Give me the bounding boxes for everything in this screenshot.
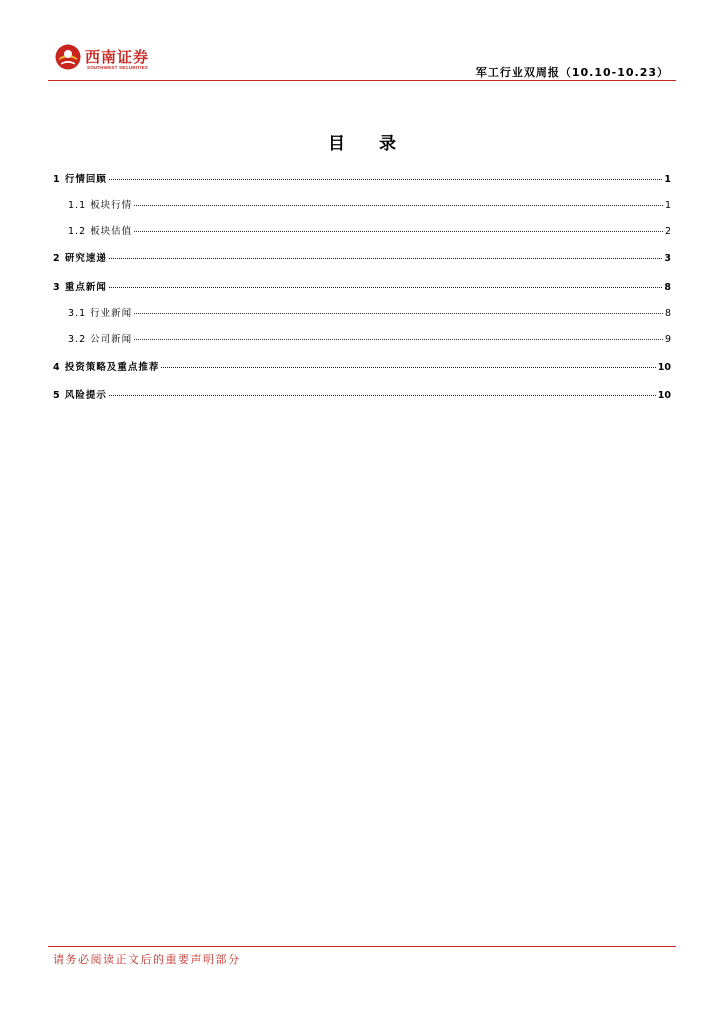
toc-entry-page: 8 (664, 282, 671, 293)
toc-entry-page: 9 (664, 334, 671, 345)
toc-entry-1-2[interactable] (53, 223, 671, 239)
toc-entry-label: 4 投资策略及重点推荐 (53, 362, 160, 373)
toc-leader-dots (134, 338, 663, 340)
toc-entry-1-1[interactable] (53, 197, 671, 213)
toc-leader-dots (109, 257, 662, 259)
toc-entry-2[interactable] (53, 250, 671, 266)
toc-leader-dots (109, 394, 656, 396)
footer-notice: 请务必阅读正文后的重要声明部分 (53, 953, 241, 966)
toc-entry-3-2[interactable] (53, 331, 671, 347)
toc-entry-label: 2 研究速递 (53, 253, 107, 264)
toc-entry-4[interactable] (53, 359, 671, 375)
logo-chinese-text: 西南证券 (85, 48, 150, 66)
toc-entry-page: 10 (657, 390, 671, 401)
toc-leader-dots (134, 230, 663, 232)
toc-entry-page: 1 (664, 200, 671, 211)
toc-entry-3[interactable] (53, 279, 671, 295)
toc-entry-page: 10 (657, 362, 671, 373)
header-divider (48, 80, 676, 81)
toc-entry-label: 1.1 板块行情 (68, 200, 133, 211)
toc-entry-label: 1.2 板块估值 (68, 226, 133, 237)
toc-entry-label: 3.2 公司新闻 (68, 334, 133, 345)
toc-entry-label: 1 行情回顾 (53, 174, 107, 185)
company-logo (55, 44, 165, 74)
toc-entry-page: 2 (664, 226, 671, 237)
toc-entry-label: 3 重点新闻 (53, 282, 107, 293)
logo-english-text: SOUTHWEST SECURITIES (87, 65, 149, 70)
toc-leader-dots (109, 178, 662, 180)
toc-entry-page: 1 (664, 174, 671, 185)
footer-divider (48, 946, 676, 947)
toc-leader-dots (134, 312, 663, 314)
toc-entry-page: 8 (664, 308, 671, 319)
toc-entry-1[interactable] (53, 171, 671, 187)
toc-entry-5[interactable] (53, 387, 671, 403)
toc-leader-dots (161, 366, 655, 368)
toc-leader-dots (134, 204, 663, 206)
toc-entry-3-1[interactable] (53, 305, 671, 321)
logo-mark-icon (55, 44, 81, 70)
toc-leader-dots (109, 286, 662, 288)
report-title: 军工行业双周报（10.10-10.23） (475, 66, 669, 79)
toc-entry-page: 3 (664, 253, 671, 264)
toc-entry-label: 5 风险提示 (53, 390, 107, 401)
toc-heading: 目 录 (328, 134, 410, 154)
toc-entry-label: 3.1 行业新闻 (68, 308, 133, 319)
